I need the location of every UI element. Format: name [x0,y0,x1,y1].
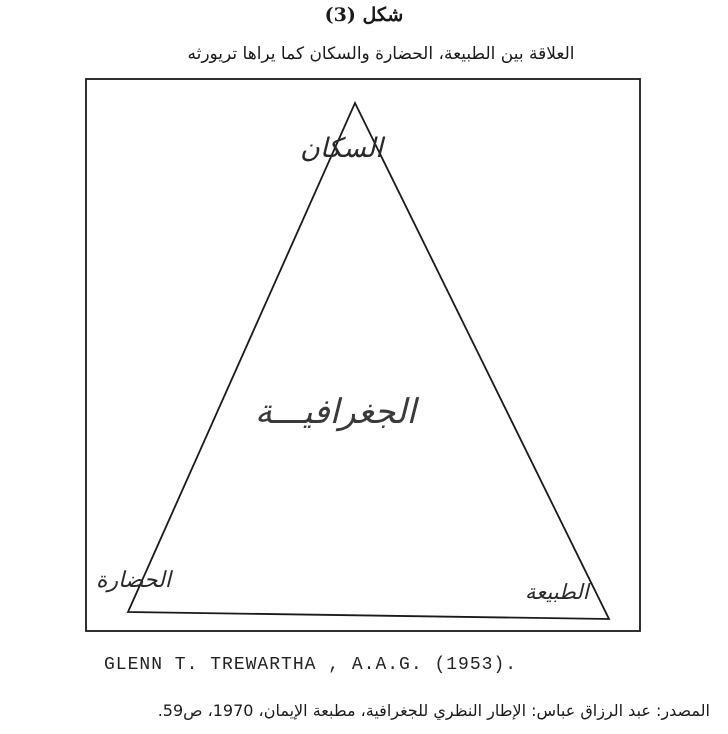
center-label-geography: الجغرافيـــة [255,392,416,432]
triangle-shape [128,103,609,619]
right-label-nature: الطبيعة [525,580,589,604]
apex-label-population: السكان [300,133,383,164]
figure-number: شكل (3) [324,4,404,26]
figure-title: العلاقة بين الطبيعة، الحضارة والسكان كما يراها تريورثه [187,44,575,64]
citation-text: GLENN T. TREWARTHA , A.A.G. (1953). [104,655,518,675]
source-note: المصدر: عبد الرزاق عباس: الإطار النظري للجغرافية، مطبعة الإيمان، 1970، ص59. [157,701,710,720]
left-label-civilization: الحضارة [96,568,171,593]
